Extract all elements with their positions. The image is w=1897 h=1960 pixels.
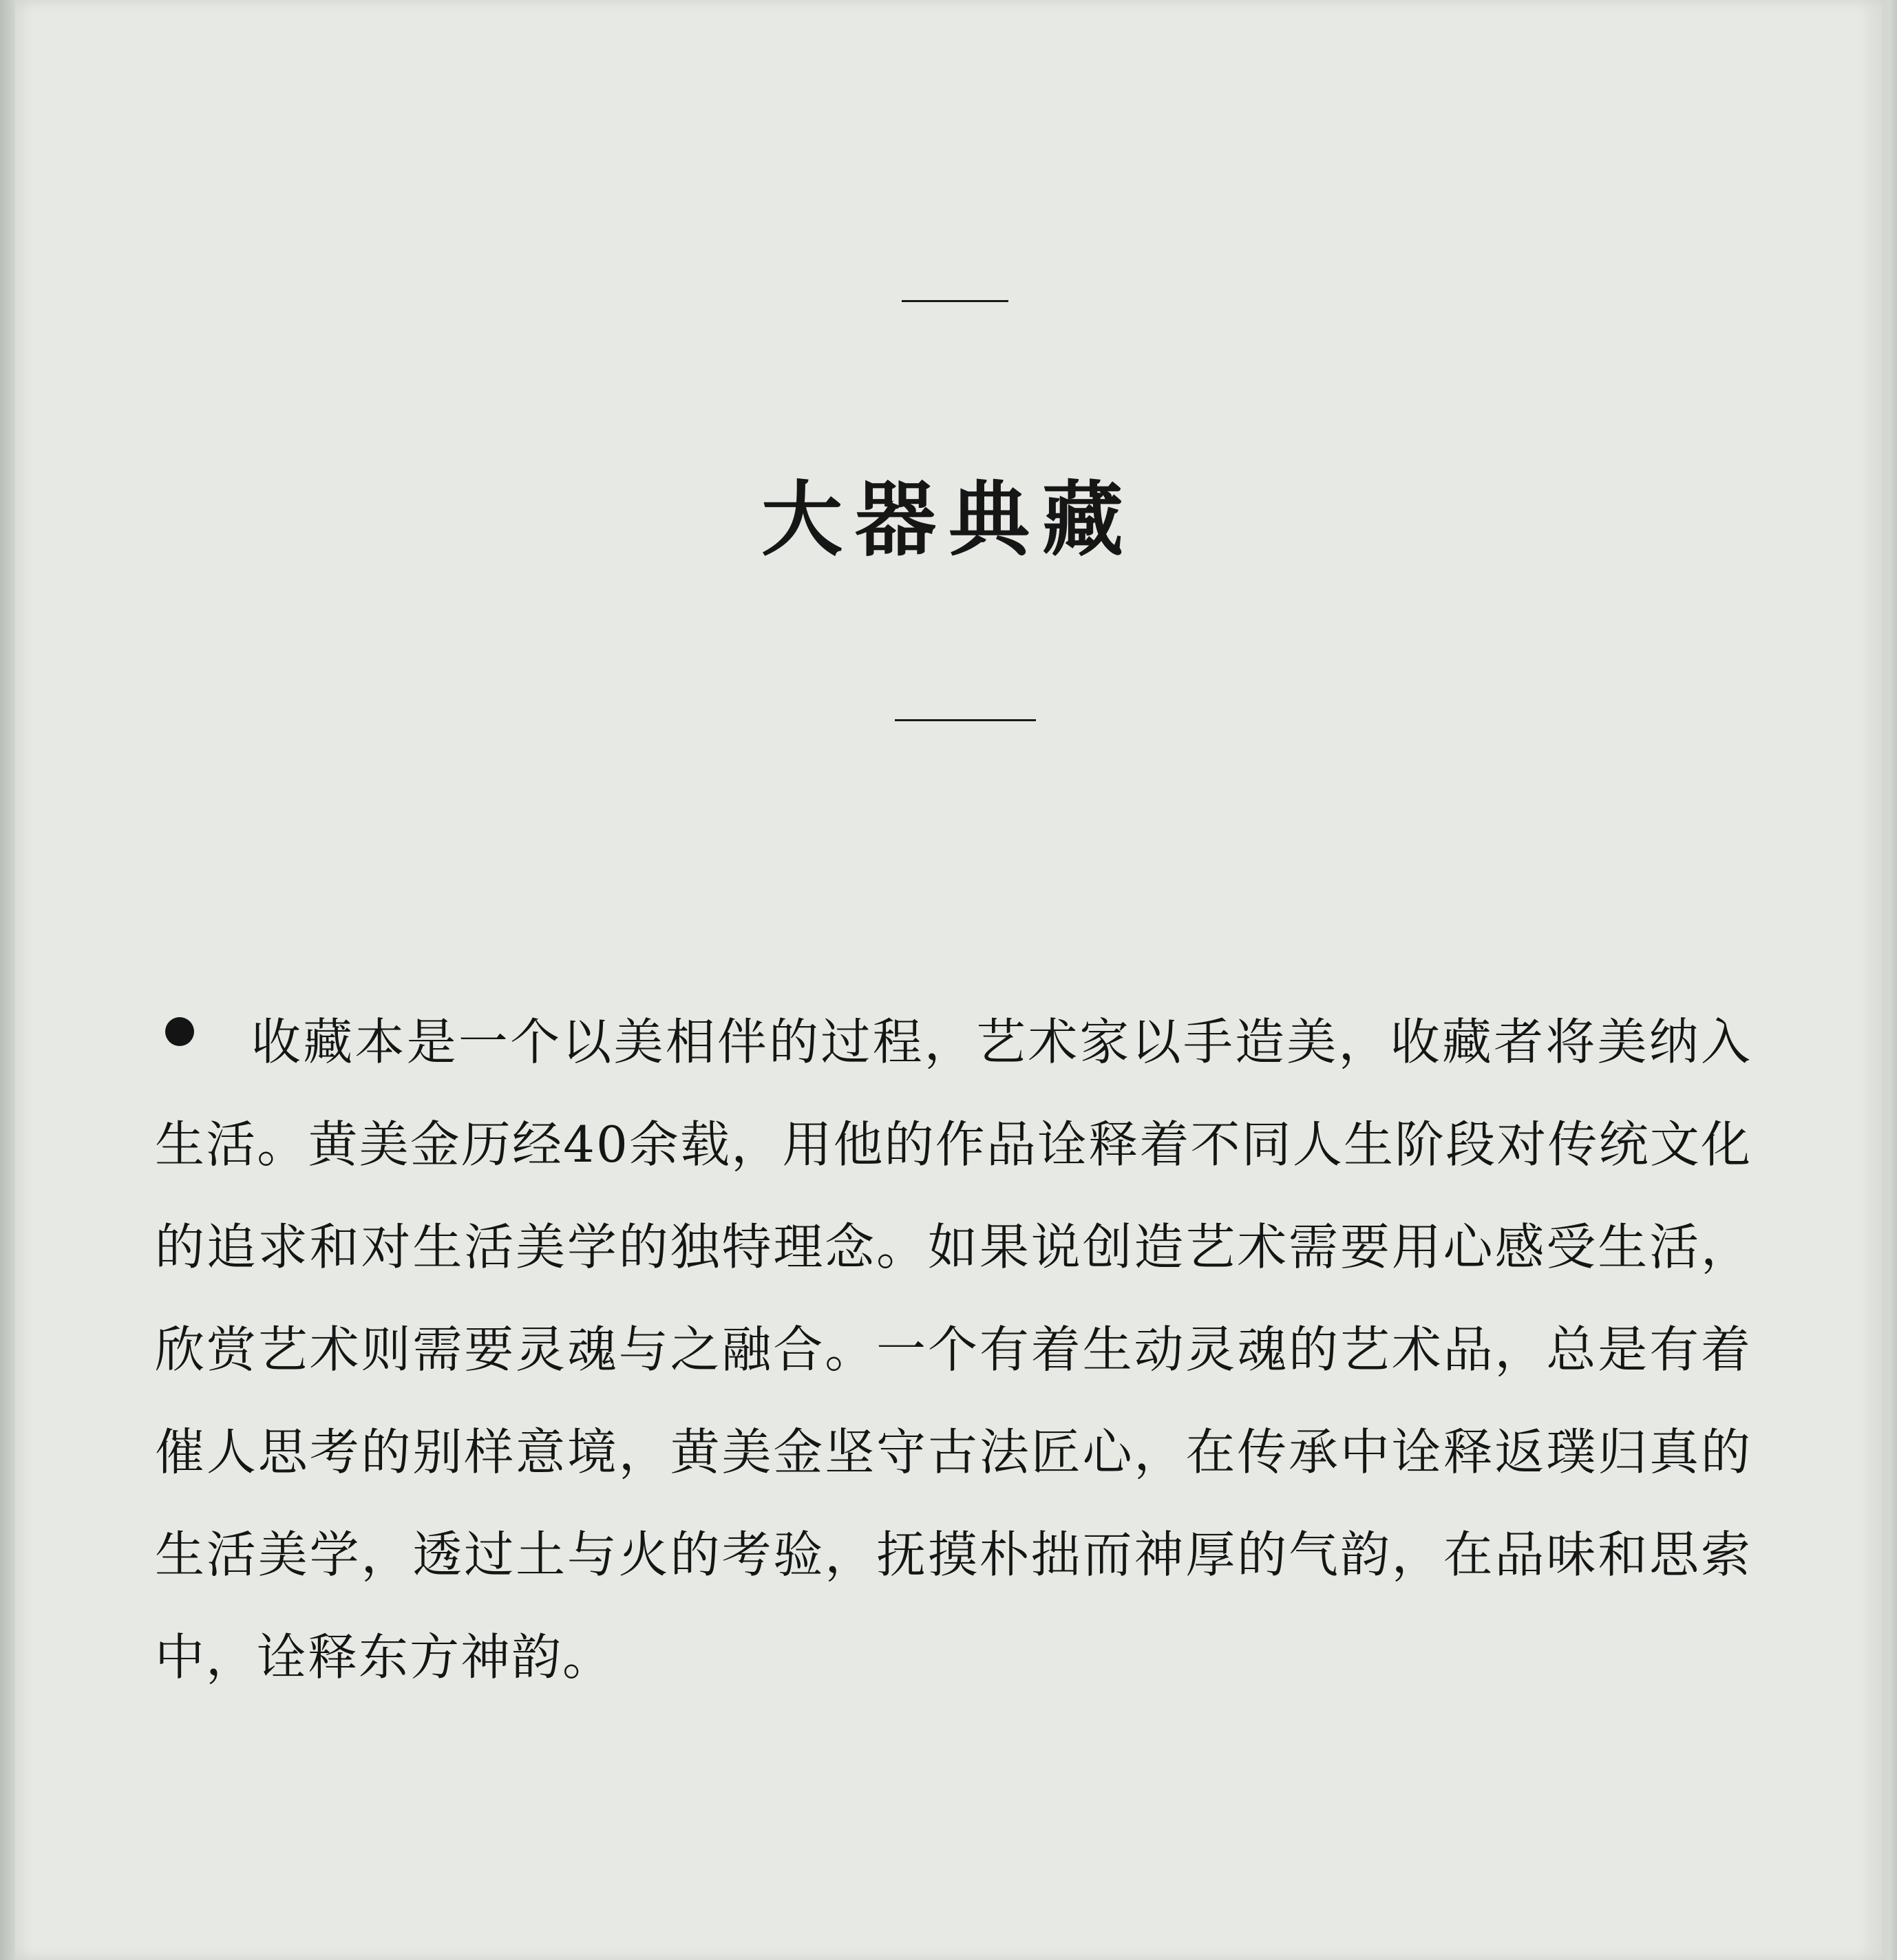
page-left-edge [0,0,15,1960]
body-paragraph: 收藏本是一个以美相伴的过程，艺术家以手造美，收藏者将美纳入生活。黄美金历经40余载，用他的作品诠释着不同人生阶段对传统文化的追求和对生活美学的独特理念。如果说创造艺术需要用心感受生活，欣赏艺术则需要灵魂与之融合。一个有着生动灵魂的艺术品，总是有着催人思考的别样意境，黄美金坚守古法匠心，在传承中诠释返璞归真的生活美学，透过土与火的考验，抚摸朴拙而神厚的气韵，在品味和思索中，诠释东方神韵。 [155,1013,1752,1686]
title-top-rule [902,300,1008,302]
page-right-edge [1889,0,1897,1960]
title-bottom-rule [895,719,1036,721]
page-title: 大器典藏 [761,471,1136,567]
